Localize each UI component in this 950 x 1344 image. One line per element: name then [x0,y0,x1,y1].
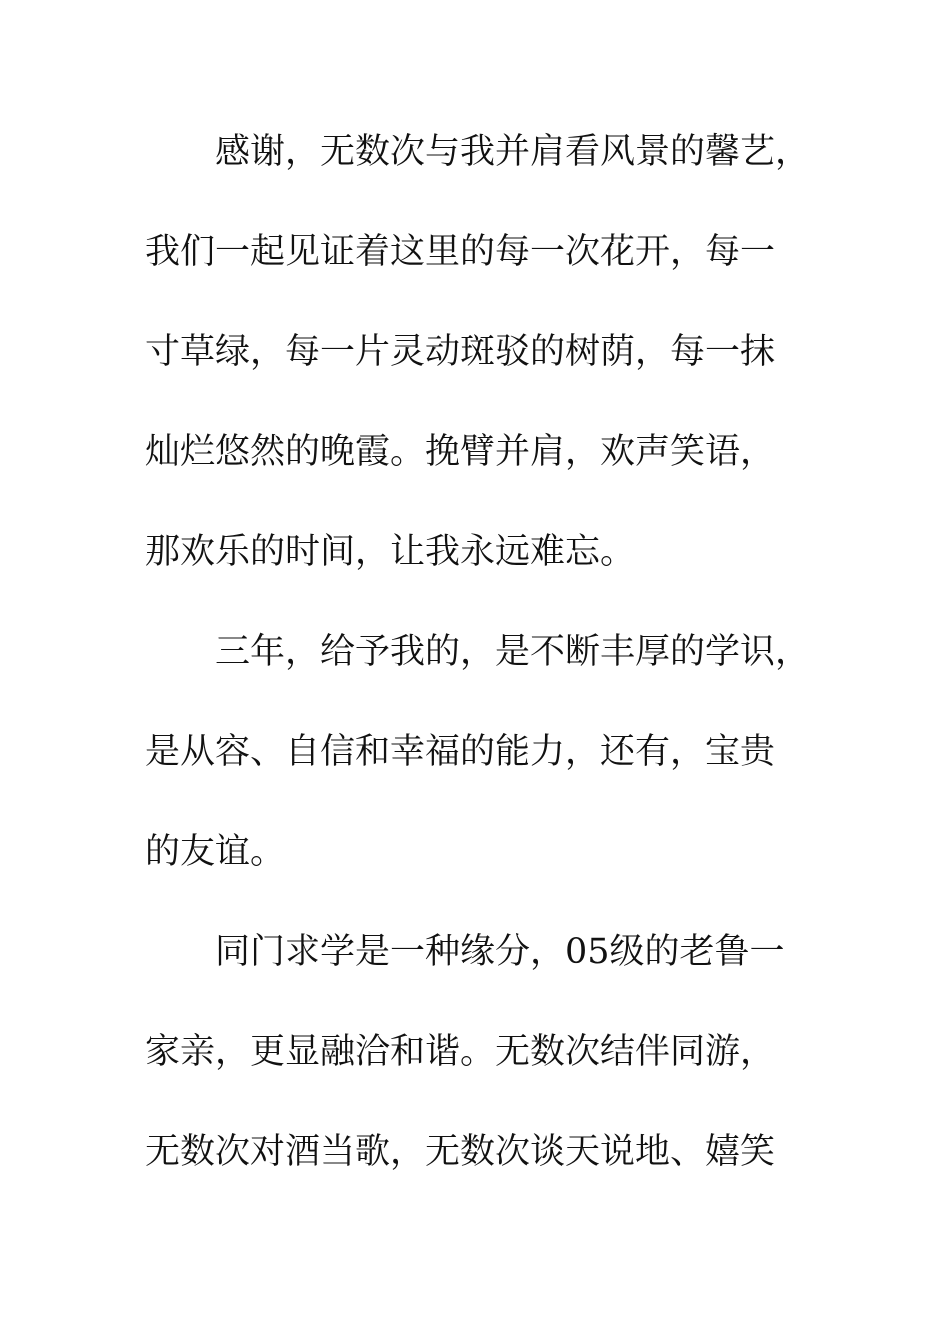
paragraph-1-line-5: 那欢乐的时间，让我永远难忘。 [145,532,636,572]
paragraph-2-line-1: 三年，给予我的，是不断丰厚的学识， [215,632,811,672]
paragraph-1-line-3: 寸草绿，每一片灵动斑驳的树荫，每一抹 [145,332,776,372]
paragraph-1-line-2: 我们一起见证着这里的每一次花开，每一 [145,232,776,272]
body-text [145,120,811,1220]
paragraph-2-line-2: 是从容、自信和幸福的能力，还有，宝贵 [145,732,776,772]
paragraph-2-line-3: 的友谊。 [145,832,286,872]
paragraph-1-line-4: 灿烂悠然的晚霞。挽臂并肩，欢声笑语， [145,432,776,472]
paragraph-1-line-1: 感谢，无数次与我并肩看风景的馨艺， [215,132,811,172]
paragraph-3-line-2: 家亲，更显融洽和谐。无数次结伴同游， [145,1032,776,1072]
paragraph-3-line-1: 同门求学是一种缘分，05级的老鲁一 [215,932,785,972]
paragraph-3-line-3: 无数次对酒当歌，无数次谈天说地、嬉笑 [145,1132,776,1172]
